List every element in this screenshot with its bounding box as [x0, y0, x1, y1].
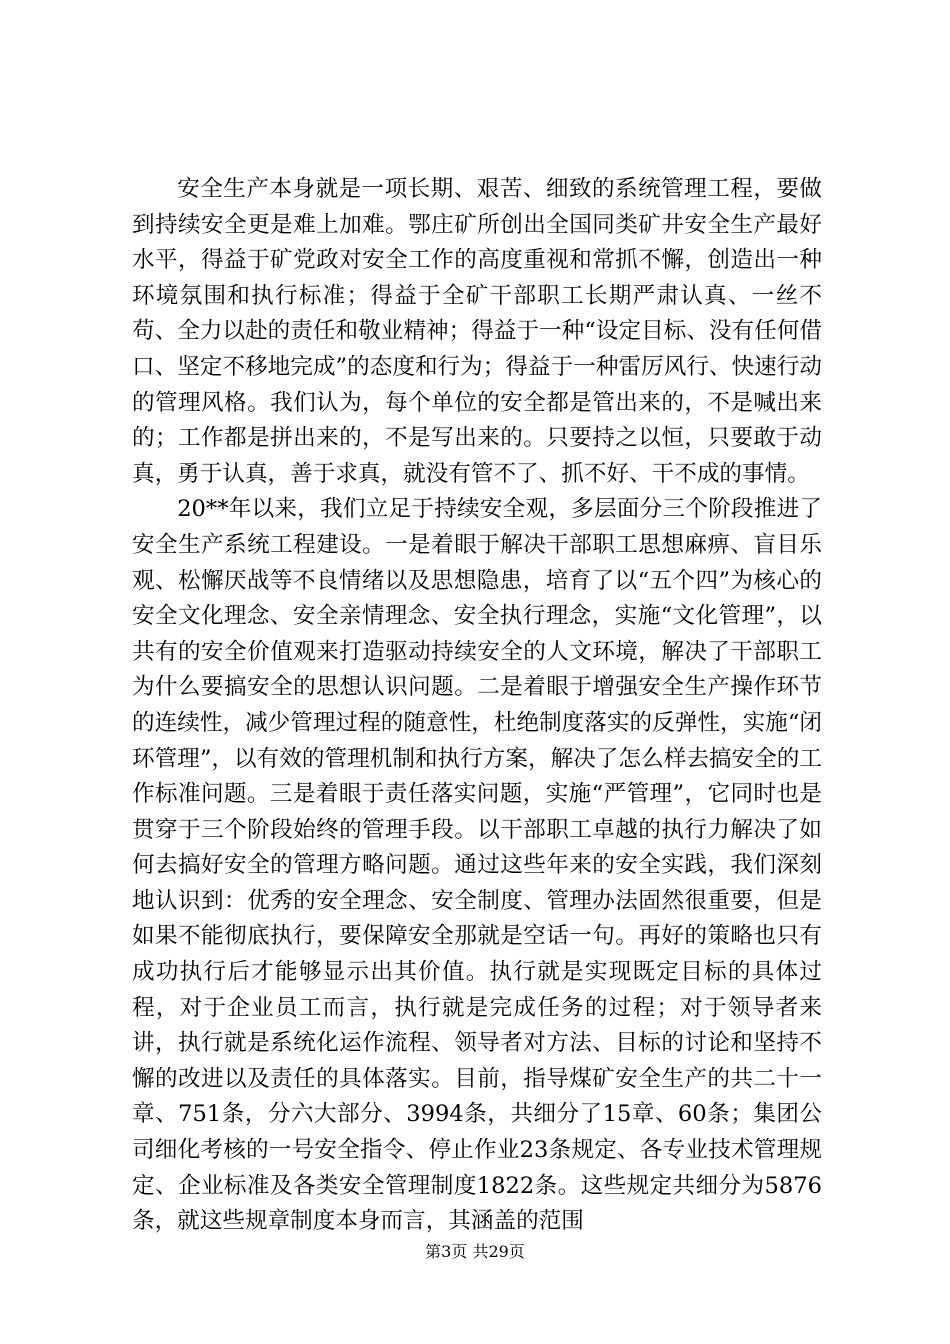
paragraph-2: 20**年以来，我们立足于持续安全观，多层面分三个阶段推进了安全生产系统工程建设。一是着眼于解决干部职工思想麻痹、盲目乐观、松懈厌战等不良情绪以及思想隐患，培育了以“五个四”为核心的安全文化理念、安全亲情理念、安全执行理念，实施“文化管理”，以共有的安全价值观来打造驱动持续安全的人文环境，解决了干部职工为什么要搞安全的思想认识问题。二是着眼于增强安全生产操作环节的连续性，减少管理过程的随意性，杜绝制度落实的反弹性，实施“闭环管理”，以有效的管理机制和执行方案，解决了怎么样去搞安全的工作标准问题。三是着眼于责任落实问题，实施“严管理”，它同时也是贯穿于三个阶段始终的管理手段。以干部职工卓越的执行力解决了如何去搞好安全的管理方略问题。通过这些年来的安全实践，我们深刻地认识到：优秀的安全理念、安全制度、管理办法固然很重要，但是如果不能彻底执行，要保障安全那就是空话一句。再好的策略也只有成功执行后才能够显示出其价值。执行就是实现既定目标的具体过程，对于企业员工而言，执行就是完成任务的过程；对于领导者来讲，执行就是系统化运作流程、领导者对方法、目标的讨论和坚持不懈的改进以及责任的具体落实。目前，指导煤矿安全生产的共二十一章、751条，分六大部分、3994条，共细分了15章、60条；集团公司细化考核的一号安全指令、停止作业23条规定、各专业技术管理规定、企业标准及各类安全管理制度1822条。这些规定共细分为5876条，就这些规章制度本身而言，其涵盖的范围: [132, 496, 822, 1235]
page-footer: 第3页 共29页: [425, 1242, 525, 1261]
paragraph-1: 安全生产本身就是一项长期、艰苦、细致的系统管理工程，要做到持续安全更是难上加难。鄂庄矿所创出全国同类矿井安全生产最好水平，得益于矿党政对安全工作的高度重视和常抓不懈，创造出一种环境氛围和执行标准；得益于全矿干部职工长期严肃认真、一丝不苟、全力以赴的责任和敬业精神；得益于一种“设定目标、没有任何借口、坚定不移地完成”的态度和行为；得益于一种雷厉风行、快速行动的管理风格。我们认为，每个单位的安全都是管出来的，不是喊出来的；工作都是拼出来的，不是写出来的。只要持之以恒，只要敢于动真，勇于认真，善于求真，就没有管不了、抓不好、干不成的事情。: [132, 176, 822, 487]
document-body: [132, 172, 822, 1240]
